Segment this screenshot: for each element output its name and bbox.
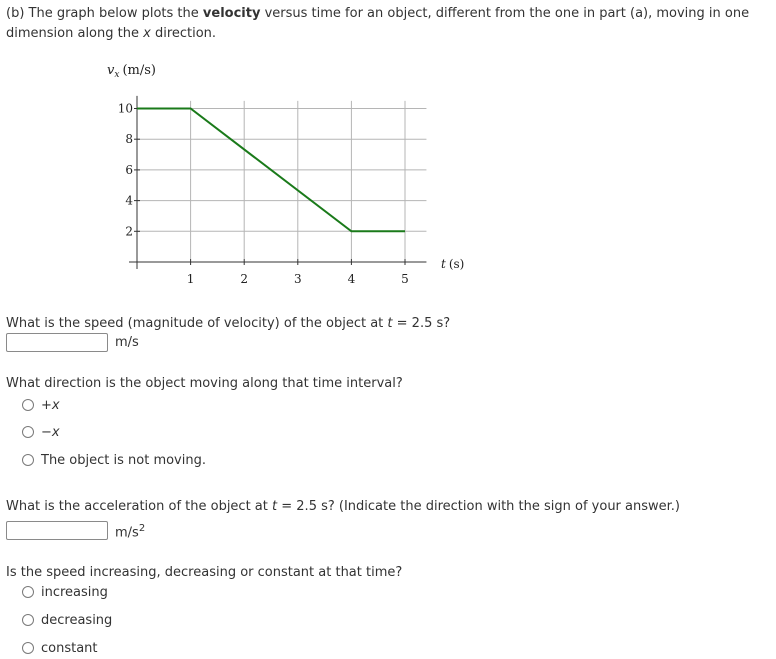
radio-icon[interactable] <box>22 454 34 466</box>
acceleration-unit-exponent: 2 <box>138 523 146 534</box>
intro-part: (b) The graph below plots the <box>6 6 199 21</box>
q1-text-before: What is the speed (magnitude of velocity) of the object at <box>6 316 384 331</box>
x-tick-label: 3 <box>293 272 302 286</box>
speed-unit: m/s <box>115 335 139 350</box>
speed-answer-input[interactable] <box>6 333 108 352</box>
intro-end: direction. <box>154 26 217 41</box>
intro-axis-var: x <box>143 26 151 41</box>
intro-rest: versus time for an object, different from the one in part (a), moving in one dimension along the <box>6 6 750 41</box>
intro-text <box>6 4 768 44</box>
intro-bold: velocity <box>202 6 261 21</box>
speed-option-decreasing[interactable] <box>22 611 112 629</box>
x-tick-label: 1 <box>186 272 195 286</box>
acceleration-answer-input[interactable] <box>6 521 108 540</box>
y-axis-label-unit: (m/s) <box>122 63 156 78</box>
radio-icon[interactable] <box>22 586 34 598</box>
option-label: +x <box>41 397 60 413</box>
acceleration-unit-base: m/s <box>115 525 139 541</box>
question-acceleration <box>6 498 680 516</box>
y-axis-label <box>107 63 156 80</box>
q3-text-after: = 2.5 s? (Indicate the direction with the sign of your answer.) <box>281 499 680 514</box>
direction-option-plus-x[interactable] <box>22 396 60 414</box>
x-axis-label-unit: (s) <box>448 257 465 271</box>
question-speed-change: Is the speed increasing, decreasing or constant at that time? <box>6 565 403 580</box>
option-label: increasing <box>41 584 108 600</box>
x-tick-label: 5 <box>401 272 409 286</box>
y-axis-label-var: v <box>107 63 115 78</box>
radio-icon[interactable] <box>22 642 34 654</box>
option-label: The object is not moving. <box>41 452 206 468</box>
radio-icon[interactable] <box>22 614 34 626</box>
x-tick-label: 4 <box>347 272 356 286</box>
y-tick-label: 10 <box>117 101 133 116</box>
y-tick-label: 4 <box>125 193 133 208</box>
direction-option-minus-x[interactable] <box>22 423 60 441</box>
q1-var: t <box>387 316 393 331</box>
y-tick-label: 8 <box>125 132 133 147</box>
y-tick-label: 6 <box>125 162 133 177</box>
direction-option-not-moving[interactable] <box>22 451 206 469</box>
x-axis-label <box>441 257 464 271</box>
y-tick-label: 2 <box>125 224 133 239</box>
question-speed <box>6 315 450 333</box>
acceleration-unit <box>115 523 145 540</box>
y-axis-label-sub: x <box>114 70 120 80</box>
speed-option-increasing[interactable] <box>22 583 108 601</box>
radio-icon[interactable] <box>22 399 34 411</box>
option-label: constant <box>41 640 98 656</box>
velocity-time-chart <box>95 55 475 295</box>
option-label: decreasing <box>41 612 113 628</box>
question-direction: What direction is the object moving along that time interval? <box>6 376 403 391</box>
speed-option-constant[interactable] <box>22 639 98 657</box>
x-axis-label-var: t <box>441 257 446 271</box>
q3-text-before: What is the acceleration of the object at <box>6 499 268 514</box>
radio-icon[interactable] <box>22 426 34 438</box>
q3-var: t <box>272 499 278 514</box>
option-label: −x <box>41 424 60 440</box>
x-tick-label: 2 <box>240 272 249 286</box>
q1-text-after: = 2.5 s? <box>396 316 451 331</box>
